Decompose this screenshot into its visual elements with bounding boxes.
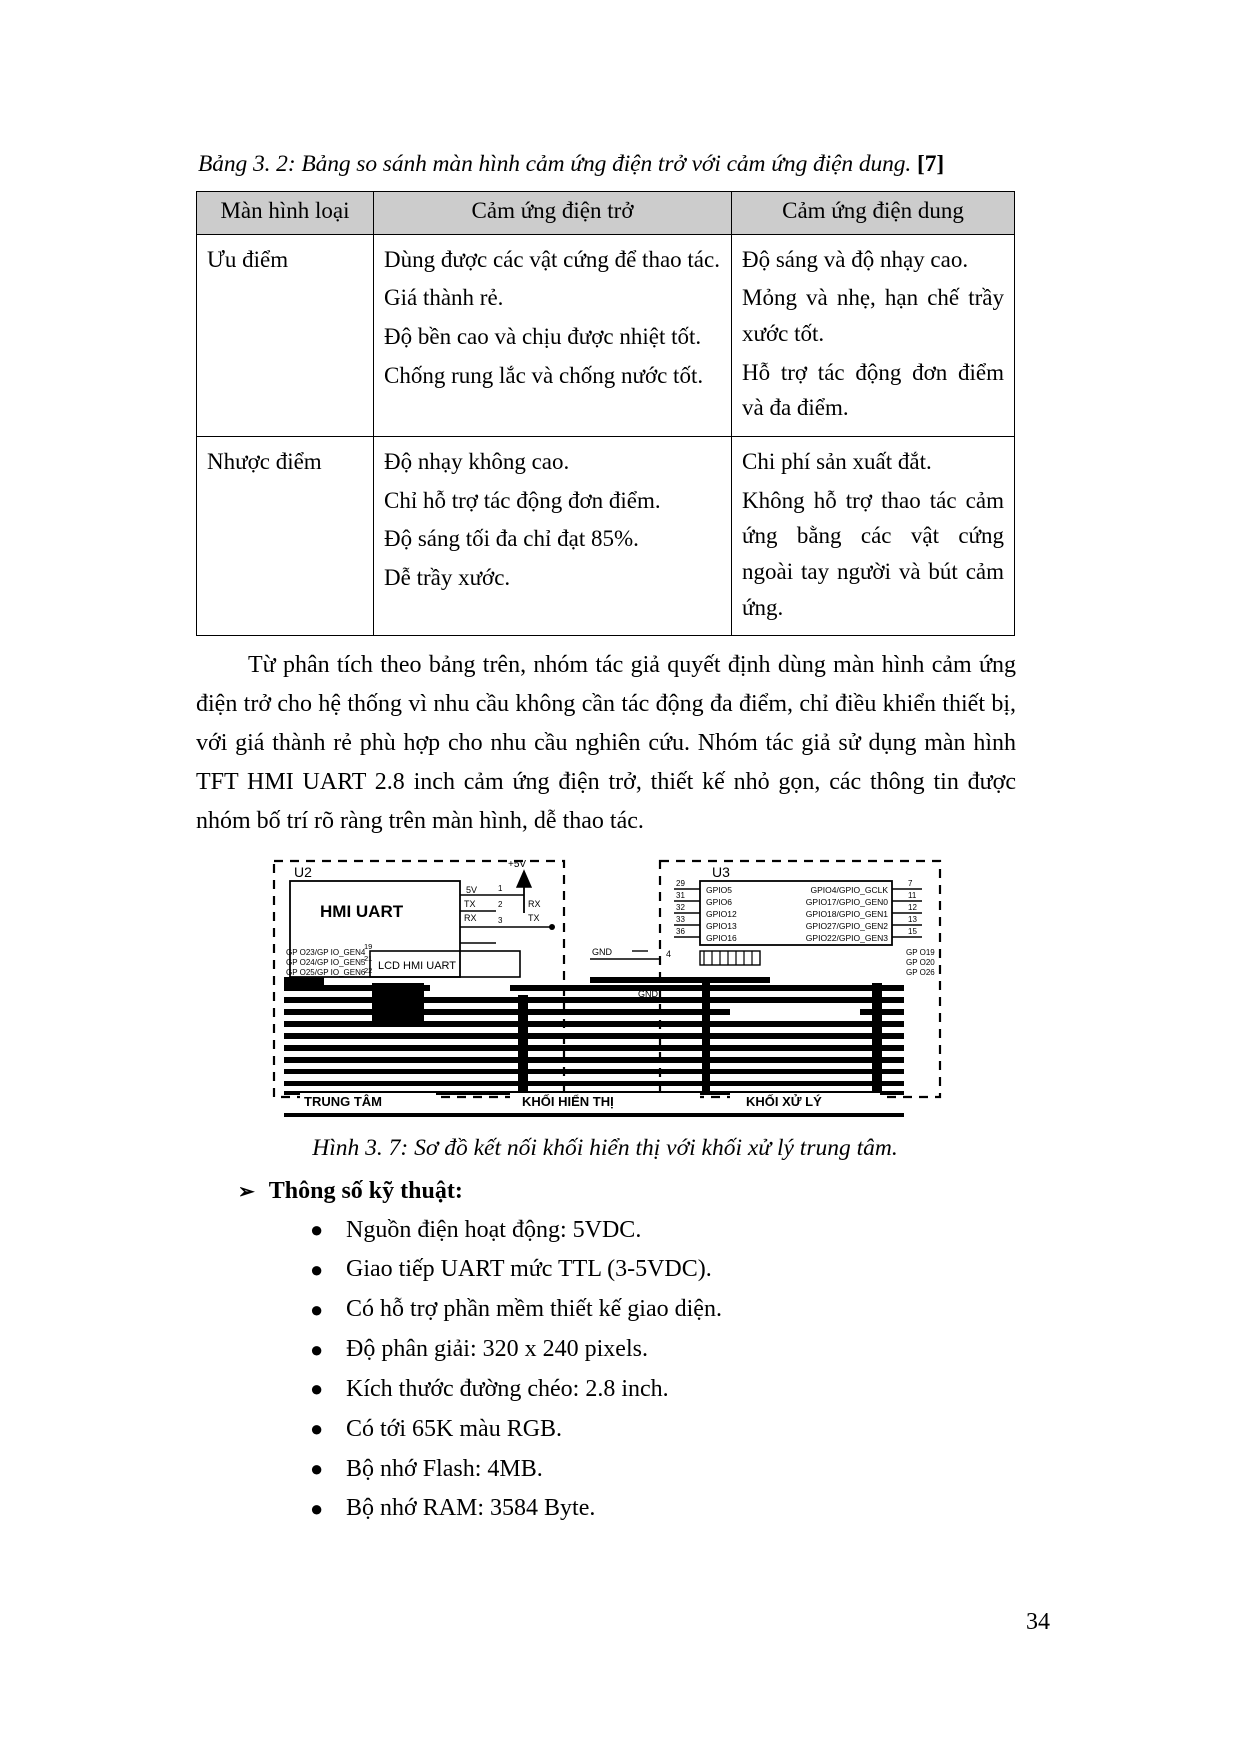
pin-3: 3 — [498, 915, 503, 925]
list-item: Chi phí sản xuất đắt. — [742, 449, 932, 475]
list-item: Giá thành rẻ. — [384, 285, 504, 311]
u3-pin-gpio26: GP O26 — [906, 967, 935, 977]
label-5v: 5V — [466, 884, 478, 895]
list-item-label: Kích thước đường chéo: 2.8 inch. — [346, 1375, 669, 1402]
label-supply: +5V — [508, 858, 527, 870]
list-item — [310, 1410, 1020, 1450]
table-caption-reference: [7] — [916, 151, 945, 177]
list-item — [310, 1250, 1020, 1290]
u2-pinnum-21: 21 — [364, 953, 373, 963]
arrow-right-icon: ➢ — [238, 1180, 255, 1203]
label-lcd-hmi-uart: LCD HMI UART — [378, 959, 457, 972]
u2-pinnum-19: 19 — [364, 941, 373, 951]
list-item: Chống rung lắc và chống nước tốt. — [384, 362, 704, 388]
u3-pin-gpio18: GPIO18/GPIO_GEN1 — [805, 908, 888, 919]
list-item — [310, 1330, 1020, 1370]
list-item — [310, 1211, 1020, 1251]
u3-pinnum-29: 29 — [676, 878, 685, 888]
list-item — [310, 1370, 1020, 1410]
comparison-table — [196, 191, 1015, 636]
label-rx: RX — [464, 912, 477, 923]
u3-pinnum-15: 15 — [908, 926, 917, 936]
label-tx: TX — [464, 898, 476, 909]
label-rx-right: RX — [528, 898, 541, 909]
label-u3: U3 — [712, 863, 730, 880]
label-tx-right: TX — [528, 912, 540, 923]
body-paragraph: Từ phân tích theo bảng trên, nhóm tác giả quyết định dùng màn hình cảm ứng điện trở cho hệ thống vì nhu cầu không cần tác động đa điểm, chỉ điều khiển thiết bị, với giá thành rẻ phù hợp cho nhu cầu nghiên cứu. Nhóm tác giả sử dụng màn hình TFT HMI UART 2.8 inch cảm ứng điện trở, thiết kế nhỏ gọn, các thông tin được nhóm bố trí rõ ràng trên màn hình, dễ thao tác. — [196, 652, 1016, 834]
bullet-icon: ● — [310, 1256, 324, 1282]
u3-pin-gpio27: GPIO27/GPIO_GEN2 — [805, 920, 888, 931]
u3-pinnum-7: 7 — [908, 878, 913, 888]
table-row — [197, 437, 1015, 636]
list-item-label: Nguồn điện hoạt động: 5VDC. — [346, 1216, 642, 1243]
bullet-icon: ● — [310, 1495, 324, 1521]
pin-1: 1 — [498, 883, 503, 893]
bullet-icon: ● — [310, 1336, 324, 1362]
u3-pin-gpio17: GPIO17/GPIO_GEN0 — [805, 896, 888, 907]
list-item: Độ nhạy không cao. — [384, 449, 570, 475]
list-item: Không hỗ trợ thao tác cảm ứng bằng các vật cứng ngoài tay người và bút cảm ứng. — [742, 487, 1004, 620]
bullet-icon: ● — [310, 1416, 324, 1442]
u3-pinnum-12: 12 — [908, 902, 917, 912]
cell-advantages-capacitive — [732, 234, 1015, 436]
cell-advantages-resistive — [374, 234, 732, 436]
list-item: Độ sáng tối đa chỉ đạt 85%. — [384, 526, 639, 552]
u3-pin-gpio20: GP O20 — [906, 957, 935, 967]
page-number: 34 — [1026, 1609, 1050, 1635]
figure-block — [190, 855, 1020, 1127]
table-header-cell-resistive: Cảm ứng điện trở — [374, 192, 732, 234]
spec-list — [190, 1211, 1020, 1530]
u3-pinnum-33: 33 — [676, 914, 685, 924]
u2-pin-gpio23: GP O23/GP IO_GEN4 — [286, 947, 366, 957]
u2-pin-gpio24: GP O24/GP IO_GEN5 — [286, 957, 366, 967]
u2-pinnum-22: 22 — [364, 965, 373, 975]
table-caption-text: Bảng 3. 2: Bảng so sánh màn hình cảm ứng điện trở với cảm ứng điện dung. — [198, 151, 912, 177]
cell-disadvantages-resistive — [374, 437, 732, 636]
u3-pin-gpio19: GP O19 — [906, 947, 935, 957]
label-block-process: KHỐI XỬ LÝ — [746, 1093, 822, 1109]
list-item: Dễ trầy xước. — [384, 564, 511, 590]
u3-pinnum-31: 31 — [676, 890, 685, 900]
list-item: Độ bền cao và chịu được nhiệt tốt. — [384, 324, 702, 350]
u3-pin-gpio22: GPIO22/GPIO_GEN3 — [805, 932, 888, 943]
u3-pin-gpio16: GPIO16 — [706, 932, 737, 943]
list-item-label: Có hỗ trợ phần mềm thiết kế giao diện. — [346, 1296, 722, 1323]
spec-heading-label: Thông số kỹ thuật: — [268, 1177, 463, 1204]
u3-pin-gpio6: GPIO6 — [706, 896, 732, 907]
list-item-label: Có tới 65K màu RGB. — [346, 1415, 563, 1442]
u3-pinnum-36: 36 — [676, 926, 685, 936]
list-item — [310, 1450, 1020, 1490]
cell-disadvantages-capacitive — [732, 437, 1015, 636]
pin-2: 2 — [498, 899, 503, 909]
schematic-diagram — [260, 855, 950, 1127]
row-label-advantages: Ưu điểm — [197, 234, 374, 436]
list-item — [310, 1290, 1020, 1330]
list-item: Dùng được các vật cứng để thao tác. — [384, 246, 720, 272]
page-content — [190, 150, 1020, 1529]
table-header-row — [197, 192, 1015, 234]
table-header-cell-capacitive: Cảm ứng điện dung — [732, 192, 1015, 234]
list-item-label: Bộ nhớ Flash: 4MB. — [346, 1455, 543, 1482]
u3-pinnum-11: 11 — [908, 890, 917, 900]
u3-pin-gpio12: GPIO12 — [706, 908, 737, 919]
table-caption — [198, 150, 1020, 179]
list-item-label: Bộ nhớ RAM: 3584 Byte. — [346, 1495, 596, 1522]
list-item: Chỉ hỗ trợ tác động đơn điểm. — [384, 487, 661, 513]
u2-pin-gpio25: GP O25/GP IO_GEN6 — [286, 967, 366, 977]
label-block-display: KHỐI HIỂN THỊ — [522, 1093, 614, 1109]
pin-4: 4 — [666, 948, 672, 959]
bullet-icon: ● — [310, 1376, 324, 1402]
u3-pin-gpio4: GPIO4/GPIO_GCLK — [810, 884, 888, 895]
label-u2: U2 — [294, 863, 312, 880]
spec-heading — [238, 1178, 1020, 1205]
u3-pinnum-32: 32 — [676, 902, 685, 912]
bullet-icon: ● — [310, 1296, 324, 1322]
u3-pin-gpio13: GPIO13 — [706, 920, 737, 931]
u3-pinnum-13: 13 — [908, 914, 917, 924]
list-item-label: Độ phân giải: 320 x 240 pixels. — [346, 1336, 648, 1363]
table-header-cell-type: Màn hình loại — [197, 192, 374, 234]
list-item-label: Giao tiếp UART mức TTL (3-5VDC). — [346, 1256, 712, 1283]
u3-pin-gpio5: GPIO5 — [706, 884, 732, 895]
list-item: Độ sáng và độ nhạy cao. — [742, 246, 969, 272]
list-item — [310, 1489, 1020, 1529]
bullet-icon: ● — [310, 1217, 324, 1243]
list-item: Mỏng và nhẹ, hạn chế trầy xước tốt. — [742, 285, 1004, 347]
row-label-disadvantages: Nhược điểm — [197, 437, 374, 636]
table-row — [197, 234, 1015, 436]
bullet-icon: ● — [310, 1456, 324, 1482]
label-gnd-2: GND — [638, 988, 658, 999]
list-item: Hỗ trợ tác động đơn điểm và đa điểm. — [742, 359, 1004, 421]
figure-caption: Hình 3. 7: Sơ đồ kết nối khối hiển thị với khối xử lý trung tâm. — [312, 1134, 898, 1161]
label-hmi-uart: HMI UART — [320, 901, 404, 921]
label-block-center: TRUNG TÂM — [304, 1093, 382, 1109]
label-gnd: GND — [592, 946, 612, 957]
